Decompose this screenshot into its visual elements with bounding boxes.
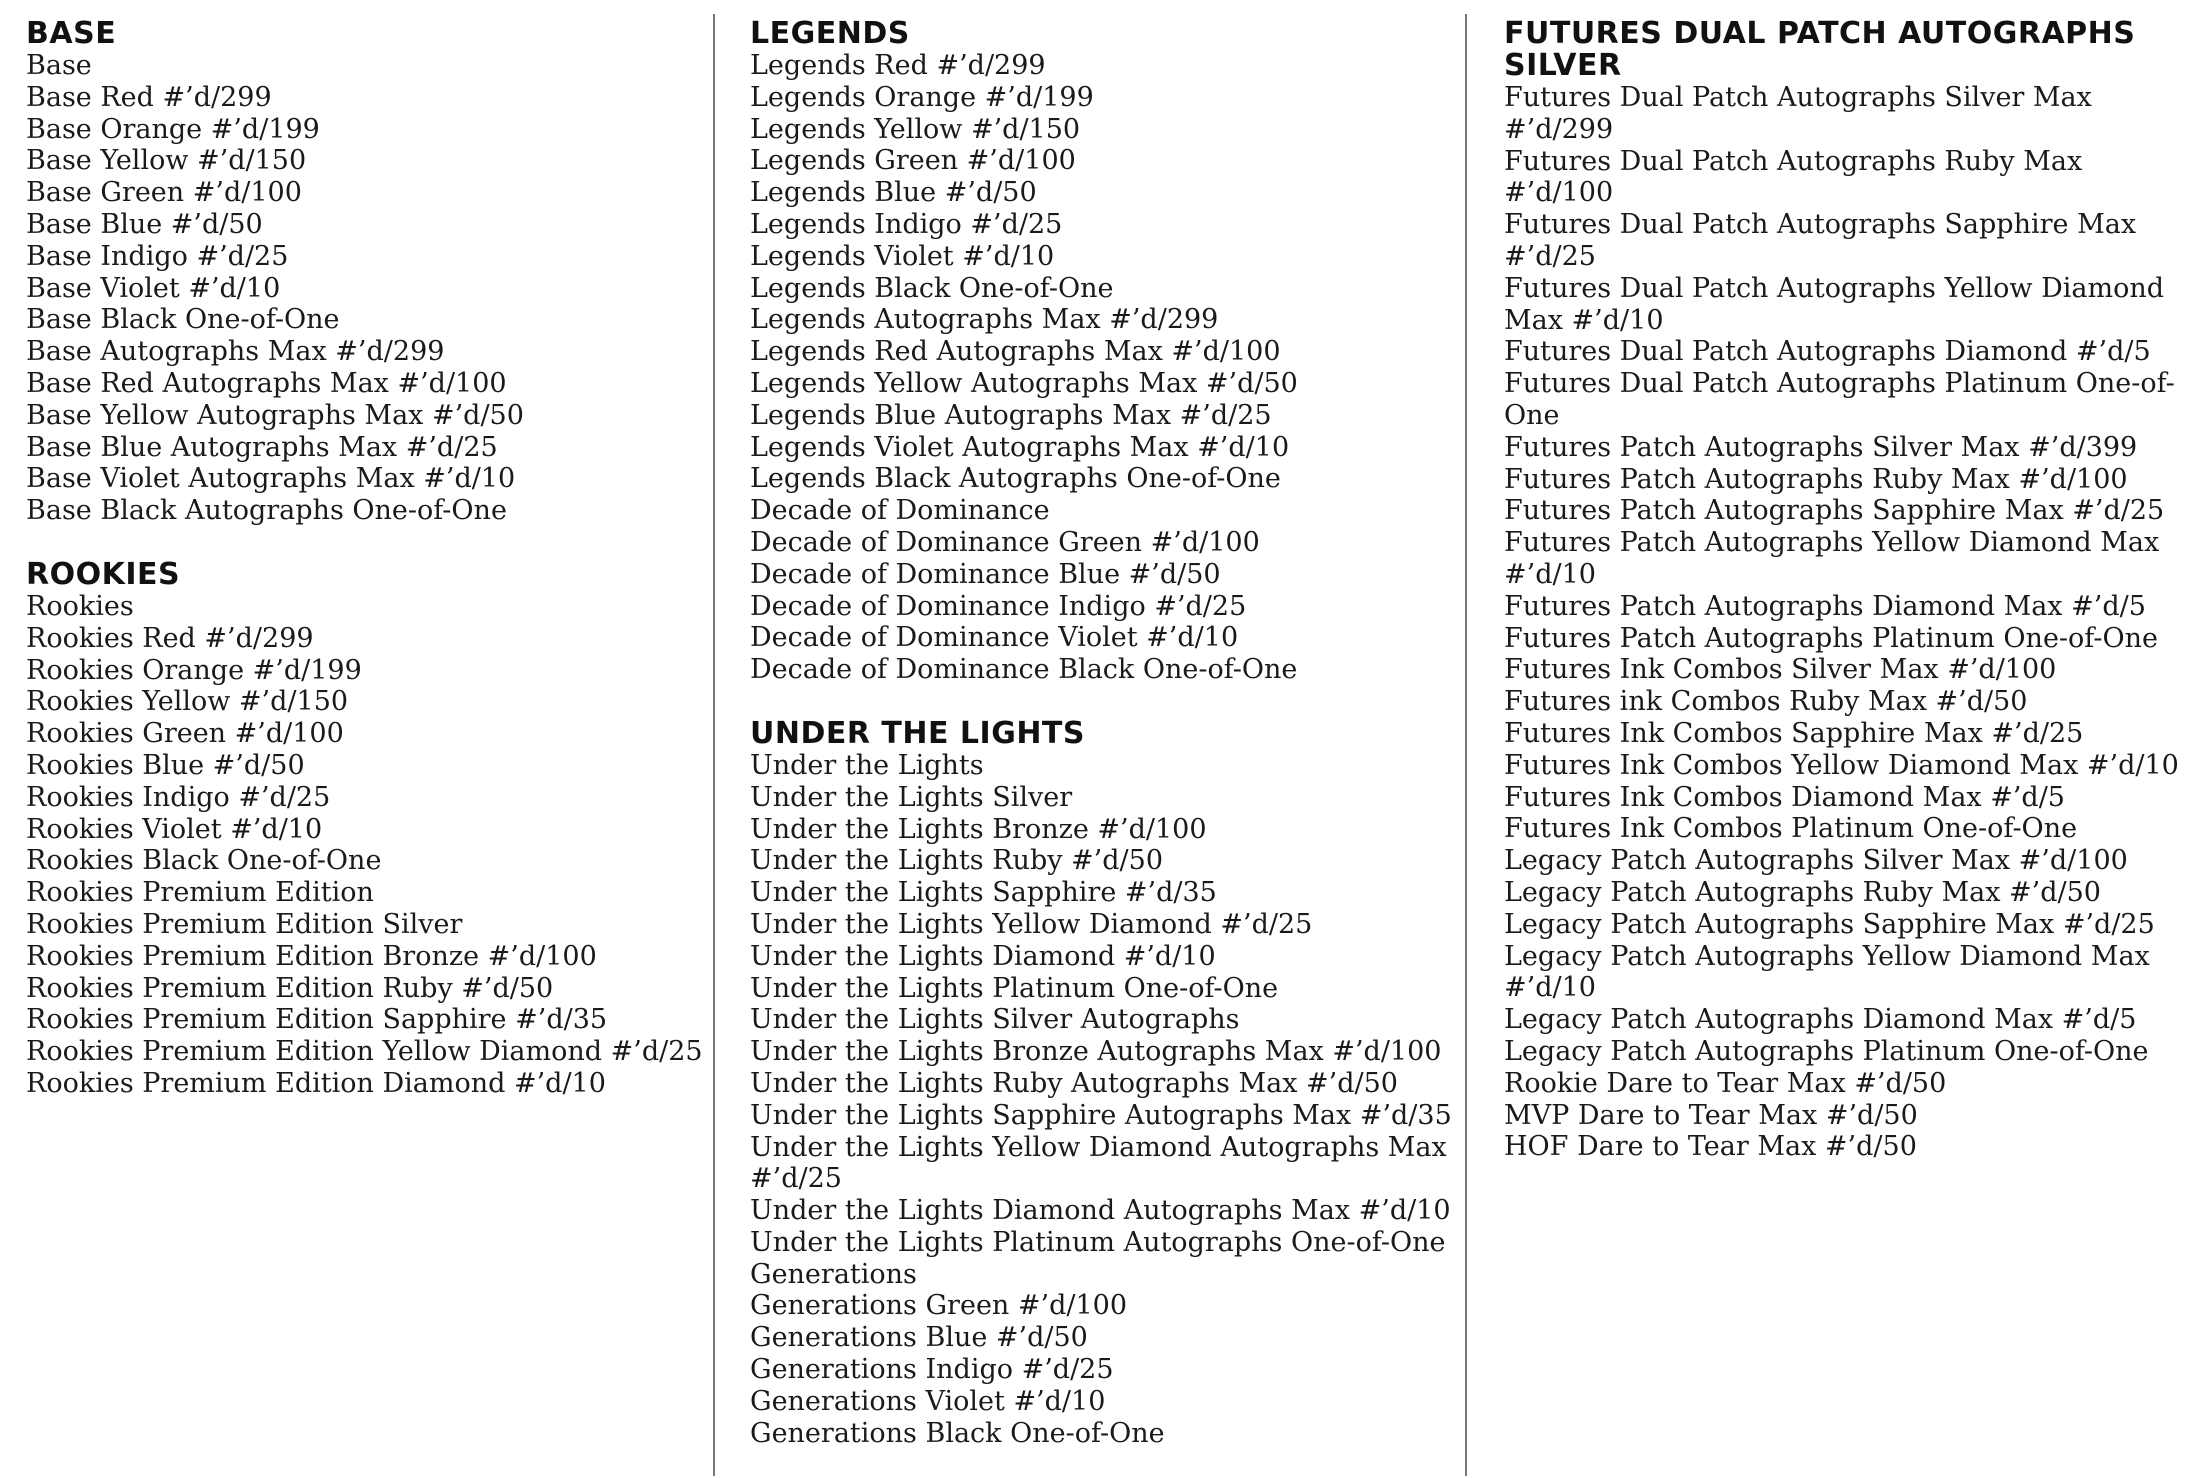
list-item: Futures Ink Combos Diamond Max #’d/5: [1504, 781, 2065, 813]
section-heading: BASE: [26, 16, 117, 51]
list-item: Futures Patch Autographs Sapphire Max #’d/25: [1504, 495, 2165, 527]
list-item: Base Orange #’d/199: [26, 113, 320, 145]
list-item: Rookies Green #’d/100: [26, 718, 344, 750]
list-item: Decade of Dominance Indigo #’d/25: [750, 590, 1247, 622]
list-item: Legends Violet Autographs Max #’d/10: [750, 431, 1290, 463]
list-item: HOF Dare to Tear Max #’d/50: [1504, 1131, 1917, 1163]
list-item: Legends Orange #’d/199: [750, 81, 1094, 113]
list-item: Legends Indigo #’d/25: [750, 208, 1063, 240]
list-item: Base Red Autographs Max #’d/100: [26, 367, 507, 399]
list-item: Under the Lights Yellow Diamond #’d/25: [750, 908, 1313, 940]
column-2: [750, 18, 1480, 1449]
list-item: Futures Patch Autographs Yellow Diamond Max #’d/10: [1504, 527, 2160, 590]
list-item: Base Green #’d/100: [26, 177, 302, 209]
section-heading: FUTURES DUAL PATCH AUTOGRAPHS SILVER: [1504, 16, 2136, 83]
list-item: Under the Lights: [750, 749, 984, 781]
list-item: Rookies Premium Edition: [26, 877, 374, 909]
list-item: Legends Blue Autographs Max #’d/25: [750, 399, 1272, 431]
list-item: Under the Lights Sapphire #’d/35: [750, 877, 1217, 909]
list-item: Legends Black Autographs One-of-One: [750, 463, 1281, 495]
list-item: Base Indigo #’d/25: [26, 240, 289, 272]
list-item: Generations Blue #’d/50: [750, 1322, 1088, 1354]
list-item: Decade of Dominance Blue #’d/50: [750, 558, 1221, 590]
list-item: Rookies Yellow #’d/150: [26, 686, 349, 718]
list-item: Under the Lights Bronze #’d/100: [750, 813, 1207, 845]
section-under-the-lights: [750, 715, 1480, 1450]
checklist-items: [1504, 82, 2194, 1163]
list-item: Generations Black One-of-One: [750, 1417, 1165, 1449]
list-item: Legends Red #’d/299: [750, 50, 1046, 81]
list-item: Base Yellow Autographs Max #’d/50: [26, 399, 524, 431]
column-3: [1504, 18, 2194, 1163]
list-item: Rookies Black One-of-One: [26, 845, 382, 877]
list-item: Under the Lights Ruby Autographs Max #’d/50: [750, 1067, 1398, 1099]
list-item: Legends Black One-of-One: [750, 272, 1114, 304]
list-item: Rookies Blue #’d/50: [26, 749, 305, 781]
list-item: Rookies Violet #’d/10: [26, 813, 323, 845]
list-item: Base: [26, 50, 92, 81]
list-item: Generations: [750, 1258, 917, 1290]
list-item: Base Blue #’d/50: [26, 208, 263, 240]
list-item: Generations Indigo #’d/25: [750, 1354, 1114, 1386]
list-item: Rookies Premium Edition Bronze #’d/100: [26, 940, 597, 972]
list-item: Under the Lights Diamond #’d/10: [750, 940, 1216, 972]
list-item: Under the Lights Ruby #’d/50: [750, 845, 1164, 877]
section-heading: LEGENDS: [750, 16, 910, 51]
list-item: Legacy Patch Autographs Silver Max #’d/100: [1504, 845, 2128, 877]
list-item: Rookies Premium Edition Diamond #’d/10: [26, 1067, 606, 1099]
section-legends: [750, 18, 1480, 686]
list-item: Under the Lights Silver Autographs: [750, 1004, 1240, 1036]
list-item: Generations Violet #’d/10: [750, 1385, 1106, 1417]
section-spacer: [26, 527, 716, 559]
list-item: Rookies Premium Edition Silver: [26, 908, 463, 940]
list-item: Under the Lights Diamond Autographs Max #’d/10: [750, 1195, 1451, 1227]
list-item: Base Yellow #’d/150: [26, 145, 307, 177]
list-item: Futures Dual Patch Autographs Diamond #’d/5: [1504, 336, 2151, 368]
list-item: Under the Lights Silver: [750, 781, 1073, 813]
list-item: Rookies Premium Edition Sapphire #’d/35: [26, 1004, 608, 1036]
list-item: Legends Red Autographs Max #’d/100: [750, 336, 1281, 368]
list-item: Base Red #’d/299: [26, 81, 272, 113]
list-item: Legacy Patch Autographs Yellow Diamond Max #’d/10: [1504, 940, 2150, 1004]
list-item: Under the Lights Platinum One-of-One: [750, 972, 1279, 1004]
list-item: Futures Ink Combos Platinum One-of-One: [1504, 813, 2078, 845]
list-item: Rookies Orange #’d/199: [26, 654, 362, 686]
list-item: Futures ink Combos Ruby Max #’d/50: [1504, 686, 2028, 718]
list-item: Under the Lights Platinum Autographs One-of-One: [750, 1226, 1446, 1258]
list-item: MVP Dare to Tear Max #’d/50: [1504, 1099, 1918, 1131]
list-item: Futures Patch Autographs Silver Max #’d/399: [1504, 431, 2138, 463]
list-item: Futures Dual Patch Autographs Ruby Max #’d/100: [1504, 145, 2083, 209]
column-1: [26, 18, 716, 1100]
list-item: Futures Dual Patch Autographs Platinum One-of-One: [1504, 368, 2175, 431]
list-item: Under the Lights Yellow Diamond Autographs Max #’d/25: [750, 1131, 1447, 1195]
list-item: Base Black One-of-One: [26, 304, 340, 336]
list-item: Base Violet Autographs Max #’d/10: [26, 463, 516, 495]
checklist-items: [26, 591, 716, 1100]
section-spacer: [750, 686, 1480, 718]
list-item: Rookies Premium Edition Ruby #’d/50: [26, 972, 554, 1004]
list-item: Decade of Dominance: [750, 495, 1050, 527]
checklist-items: [750, 750, 1480, 1450]
list-item: Base Black Autographs One-of-One: [26, 495, 507, 527]
section-base: [26, 18, 716, 527]
list-item: Legacy Patch Autographs Sapphire Max #’d/25: [1504, 908, 2155, 940]
list-item: Decade of Dominance Green #’d/100: [750, 526, 1260, 558]
list-item: Legacy Patch Autographs Platinum One-of-One: [1504, 1035, 2149, 1067]
section-heading: UNDER THE LIGHTS: [750, 715, 1085, 751]
list-item: Legends Violet #’d/10: [750, 240, 1055, 272]
list-item: Legacy Patch Autographs Diamond Max #’d/5: [1504, 1004, 2137, 1036]
section-heading: ROOKIES: [26, 556, 181, 592]
list-item: Rookie Dare to Tear Max #’d/50: [1504, 1067, 1947, 1099]
list-item: Base Autographs Max #’d/299: [26, 336, 445, 368]
list-item: Generations Green #’d/100: [750, 1290, 1128, 1322]
list-item: Rookies Indigo #’d/25: [26, 781, 331, 813]
list-item: Rookies Premium Edition Yellow Diamond #’d/25: [26, 1036, 703, 1068]
list-item: Legends Yellow #’d/150: [750, 113, 1081, 145]
list-item: Futures Ink Combos Silver Max #’d/100: [1504, 654, 2057, 686]
section-rookies: [26, 556, 716, 1100]
list-item: Legends Yellow Autographs Max #’d/50: [750, 367, 1298, 399]
checklist-items: [750, 50, 1480, 686]
list-item: Futures Dual Patch Autographs Silver Max #’d/299: [1504, 82, 2092, 145]
list-item: Rookies Red #’d/299: [26, 622, 314, 654]
list-item: Under the Lights Bronze Autographs Max #’d/100: [750, 1036, 1442, 1068]
list-item: Futures Patch Autographs Platinum One-of-One: [1504, 622, 2158, 654]
list-item: Futures Patch Autographs Ruby Max #’d/100: [1504, 463, 2128, 495]
list-item: Base Violet #’d/10: [26, 272, 281, 304]
list-item: Decade of Dominance Violet #’d/10: [750, 622, 1239, 654]
list-item: Base Blue Autographs Max #’d/25: [26, 431, 498, 463]
list-item: Futures Dual Patch Autographs Sapphire Max #’d/25: [1504, 209, 2137, 272]
list-item: Legends Green #’d/100: [750, 145, 1076, 177]
list-item: Futures Ink Combos Sapphire Max #’d/25: [1504, 717, 2084, 749]
list-item: Legends Blue #’d/50: [750, 177, 1037, 209]
list-item: Futures Patch Autographs Diamond Max #’d/5: [1504, 590, 2146, 622]
list-item: Decade of Dominance Black One-of-One: [750, 654, 1298, 686]
list-item: Futures Dual Patch Autographs Yellow Diamond Max #’d/10: [1504, 272, 2165, 336]
list-item: Under the Lights Sapphire Autographs Max #’d/35: [750, 1099, 1452, 1131]
list-item: Rookies: [26, 590, 134, 622]
checklist-items: [26, 50, 716, 527]
list-item: Futures Ink Combos Yellow Diamond Max #’d/10: [1504, 749, 2179, 781]
list-item: Legends Autographs Max #’d/299: [750, 304, 1219, 336]
list-item: Legacy Patch Autographs Ruby Max #’d/50: [1504, 876, 2101, 908]
section-futures-dual-patch-autographs-silver: [1504, 18, 2194, 1163]
